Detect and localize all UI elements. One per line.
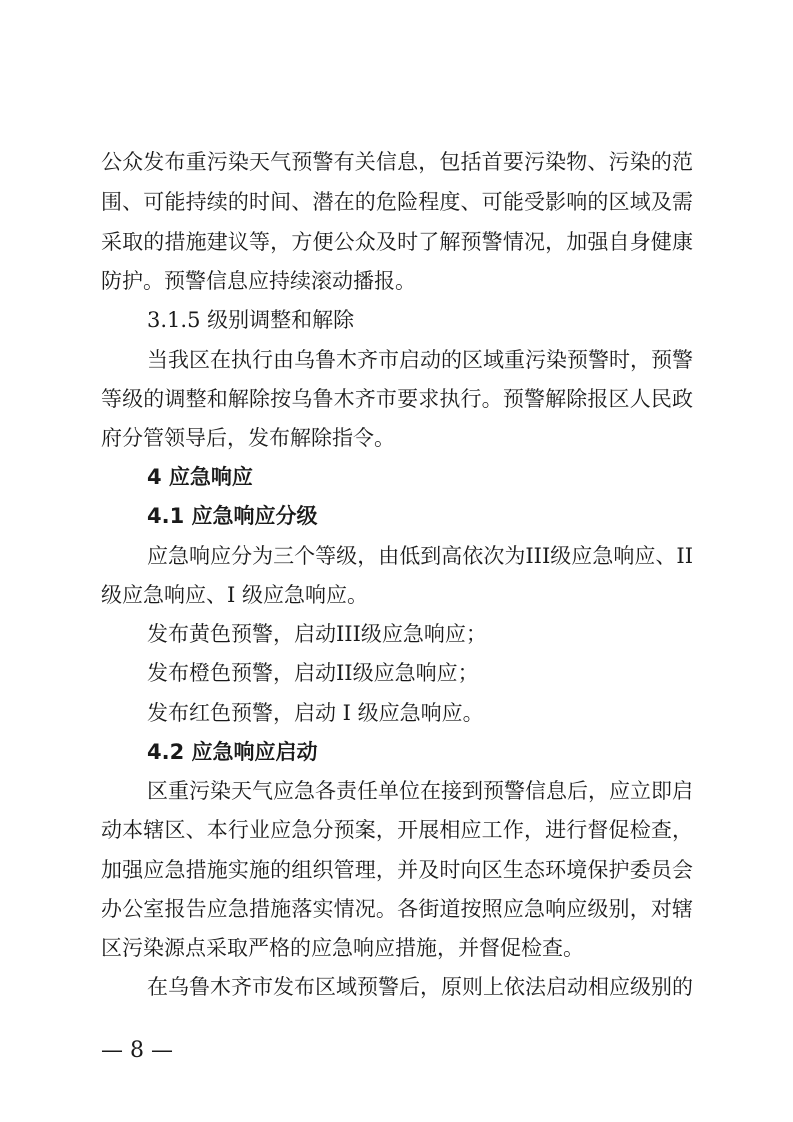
paragraph-line: 当我区在执行由乌鲁木齐市启动的区域重污染预警时，预警 xyxy=(147,348,693,372)
page-number: — 8 — xyxy=(101,1038,173,1063)
paragraph-line: 动本辖区、本行业应急分预案，开展相应工作，进行督促检查， xyxy=(101,818,693,842)
paragraph-line: 在乌鲁木齐市发布区域预警后，原则上依法启动相应级别的 xyxy=(147,975,693,999)
paragraph-line: 府分管领导后，发布解除指令。 xyxy=(101,426,395,450)
paragraph-line: 围、可能持续的时间、潜在的危险程度、可能受影响的区域及需 xyxy=(101,190,693,214)
section-heading: 3.1.5 级别调整和解除 xyxy=(147,308,355,332)
paragraph-line: 加强应急措施实施的组织管理，并及时向区生态环境保护委员会 xyxy=(101,858,693,882)
paragraph-line: 区污染源点采取严格的应急响应措施，并督促检查。 xyxy=(101,936,584,960)
paragraph-line: 公众发布重污染天气预警有关信息，包括首要污染物、污染的范 xyxy=(101,150,693,174)
paragraph-line: 办公室报告应急措施落实情况。各街道按照应急响应级别，对辖 xyxy=(101,897,693,921)
section-heading: 4.2 应急响应启动 xyxy=(147,740,318,764)
paragraph-line: 发布红色预警，启动 I 级应急响应。 xyxy=(147,701,484,725)
paragraph-line: 发布黄色预警，启动III级应急响应； xyxy=(147,622,487,646)
paragraph-line: 等级的调整和解除按乌鲁木齐市要求执行。预警解除报区人民政 xyxy=(101,387,693,411)
paragraph-line: 发布橙色预警，启动II级应急响应； xyxy=(147,661,479,685)
paragraph-line: 应急响应分为三个等级，由低到高依次为III级应急响应、II xyxy=(147,544,693,568)
paragraph-line: 防护。预警信息应持续滚动播报。 xyxy=(101,269,416,293)
chapter-heading: 4 应急响应 xyxy=(147,465,253,489)
paragraph-line: 采取的措施建议等，方便公众及时了解预警情况，加强自身健康 xyxy=(101,230,693,254)
paragraph-line: 区重污染天气应急各责任单位在接到预警信息后，应立即启 xyxy=(147,779,693,803)
paragraph-line: 级应急响应、I 级应急响应。 xyxy=(101,583,368,607)
section-heading: 4.1 应急响应分级 xyxy=(147,504,318,528)
